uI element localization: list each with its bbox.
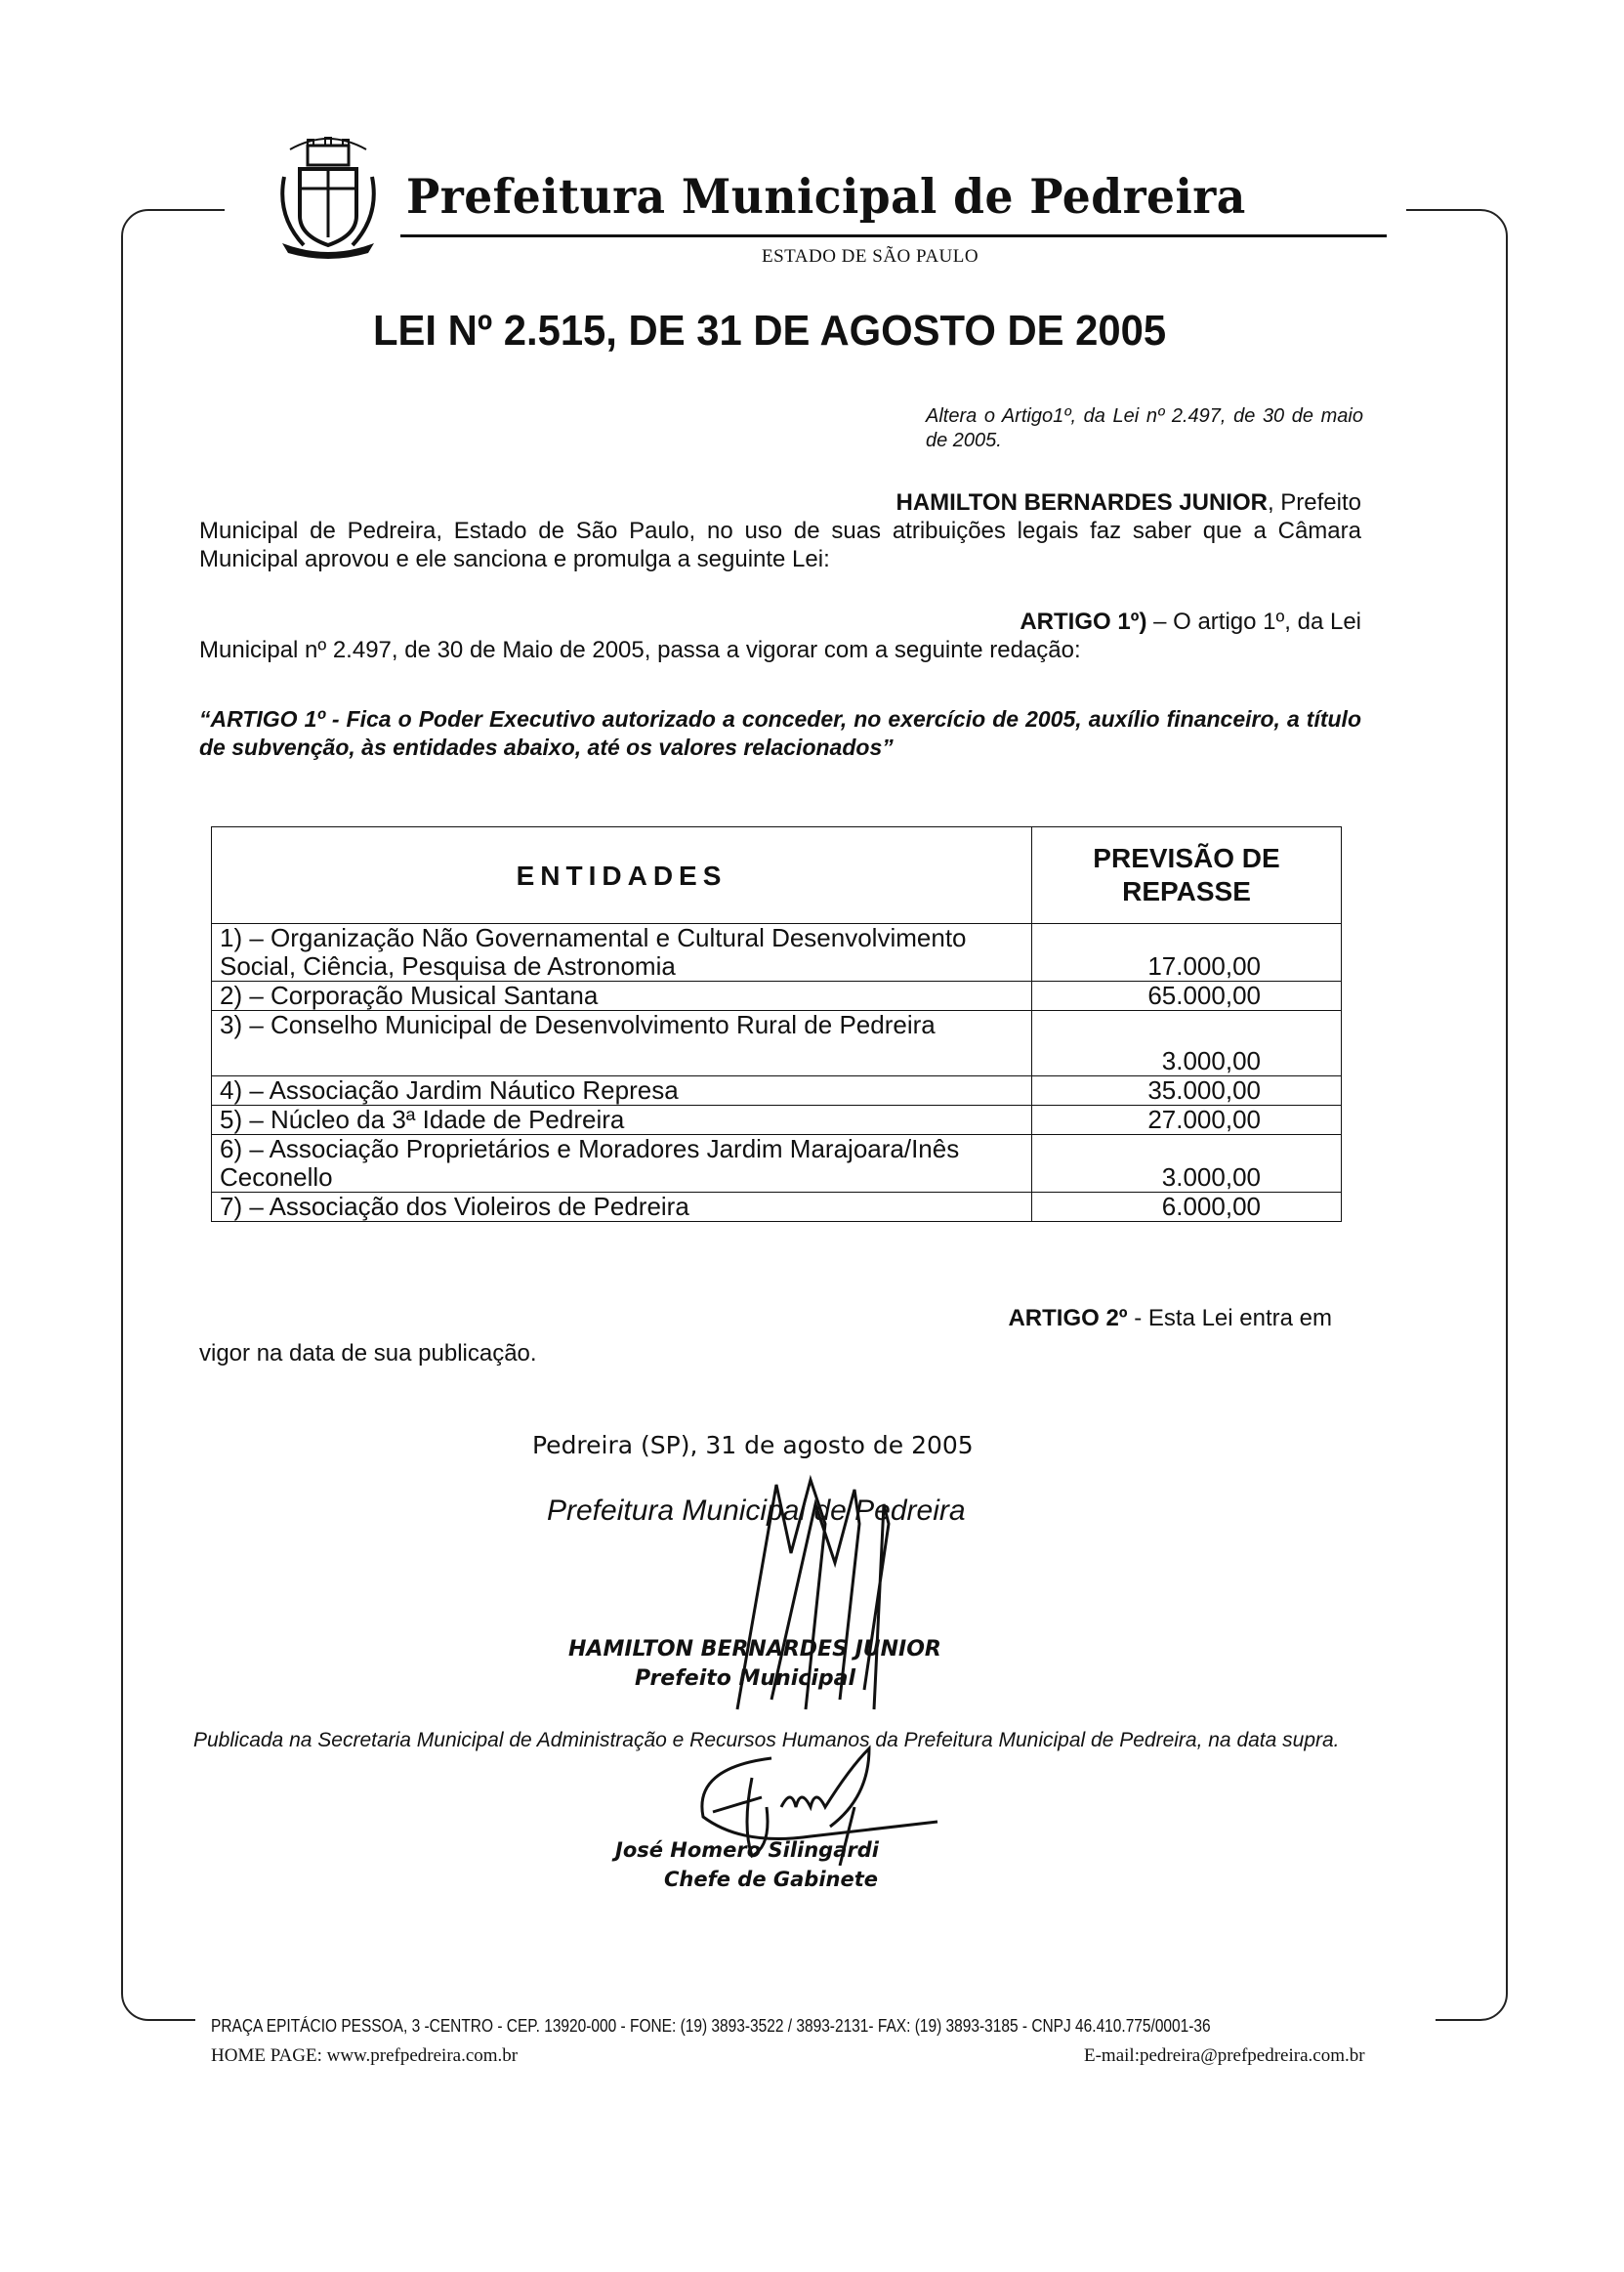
value-cell: 65.000,00 [1032,982,1342,1011]
entity-cell: 6) – Associação Proprietários e Moradores Jardim Marajoara/Inês Ceconello [212,1135,1032,1193]
article-2-paragraph [199,1301,1332,1371]
preamble-lead-rest: , Prefeito [1267,489,1361,516]
entity-cell: 3) – Conselho Municipal de Desenvolvimento Rural de Pedreira [212,1011,1032,1076]
organization-name: Prefeitura Municipal de Pedreira [406,168,1246,225]
article-1-lead [199,608,1361,636]
article-2-lead [199,1301,1332,1336]
value-cell: 17.000,00 [1032,924,1342,982]
municipal-coat-of-arms-logo [271,128,386,265]
footer-email: E-mail:pedreira@prefpedreira.com.br [1084,2045,1365,2066]
article-2-label: ARTIGO 2º [1008,1305,1128,1331]
footer-homepage: HOME PAGE: www.prefpedreira.com.br [211,2045,519,2066]
value-cell: 3.000,00 [1032,1135,1342,1193]
table-row [212,1193,1342,1222]
preamble-body: Municipal de Pedreira, Estado de São Paulo, no uso de suas atribuições legais faz saber que a Câmara Municipal aprovou e ele sanciona e promulga a seguinte Lei: [199,518,1361,572]
table-row [212,924,1342,982]
table-row [212,1076,1342,1106]
article-1-new-text: “ARTIGO 1º - Fica o Poder Executivo autorizado a conceder, no exercício de 2005, auxílio financeiro, a título de subvenção, às entidades abaixo, até os valores relacionados” [199,706,1361,760]
entity-cell: 1) – Organização Não Governamental e Cultural Desenvolvimento Social, Ciência, Pesquisa de Astronomia [212,924,1032,982]
article-2-lead-rest: - Esta Lei entra em [1127,1305,1332,1331]
mayor-title: Prefeito Municipal [635,1666,856,1691]
law-summary: Altera o Artigo1º, da Lei nº 2.497, de 30 de maio de 2005. [926,405,1363,451]
entity-cell: 2) – Corporação Musical Santana [212,982,1032,1011]
article-1-lead-rest: – O artigo 1º, da Lei [1146,609,1361,635]
article-2-body: vigor na data de sua publicação. [199,1340,537,1367]
chief-name: José Homero Silingardi [615,1838,879,1862]
header-entities: ENTIDADES [212,827,1032,924]
header-transfer: PREVISÃO DE REPASSE [1032,827,1342,924]
mayor-name-inline: HAMILTON BERNARDES JUNIOR [895,489,1268,516]
table-row [212,982,1342,1011]
value-cell: 3.000,00 [1032,1011,1342,1076]
table-row [212,1011,1342,1076]
header-rule [400,234,1387,237]
entity-cell: 4) – Associação Jardim Náutico Represa [212,1076,1032,1106]
preamble-lead [199,488,1361,517]
value-cell: 27.000,00 [1032,1106,1342,1135]
publication-note: Publicada na Secretaria Municipal de Administração e Recursos Humanos da Prefeitura Municipal de Pedreira, na data supra. [193,1729,1340,1751]
table-row [212,1135,1342,1193]
article-1-label: ARTIGO 1º) [1020,609,1147,635]
state-subtitle: ESTADO DE SÃO PAULO [762,246,979,267]
law-title: LEI Nº 2.515, DE 31 DE AGOSTO DE 2005 [373,307,1167,355]
footer-address: PRAÇA EPITÁCIO PESSOA, 3 -CENTRO - CEP. 13920-000 - FONE: (19) 3893-3522 / 3893-2131- FAX: (19) 3893-3185 - CNPJ 46.410.775/0001-36 [211,2016,1211,2036]
entity-cell: 5) – Núcleo da 3ª Idade de Pedreira [212,1106,1032,1135]
article-1-body: Municipal nº 2.497, de 30 de Maio de 2005, passa a vigorar com a seguinte redação: [199,637,1081,663]
mayor-name: HAMILTON BERNARDES JUNIOR [568,1637,941,1662]
entities-table [211,826,1342,1222]
preamble-paragraph [199,488,1361,573]
entity-cell: 7) – Associação dos Violeiros de Pedreira [212,1193,1032,1222]
table-header-row [212,827,1342,924]
value-cell: 6.000,00 [1032,1193,1342,1222]
chief-title: Chefe de Gabinete [664,1868,878,1891]
signing-date: Pedreira (SP), 31 de agosto de 2005 [532,1431,974,1459]
article-1-paragraph [199,608,1361,664]
table-row [212,1106,1342,1135]
value-cell: 35.000,00 [1032,1076,1342,1106]
signature-organization: Prefeitura Municipal de Pedreira [547,1494,966,1527]
